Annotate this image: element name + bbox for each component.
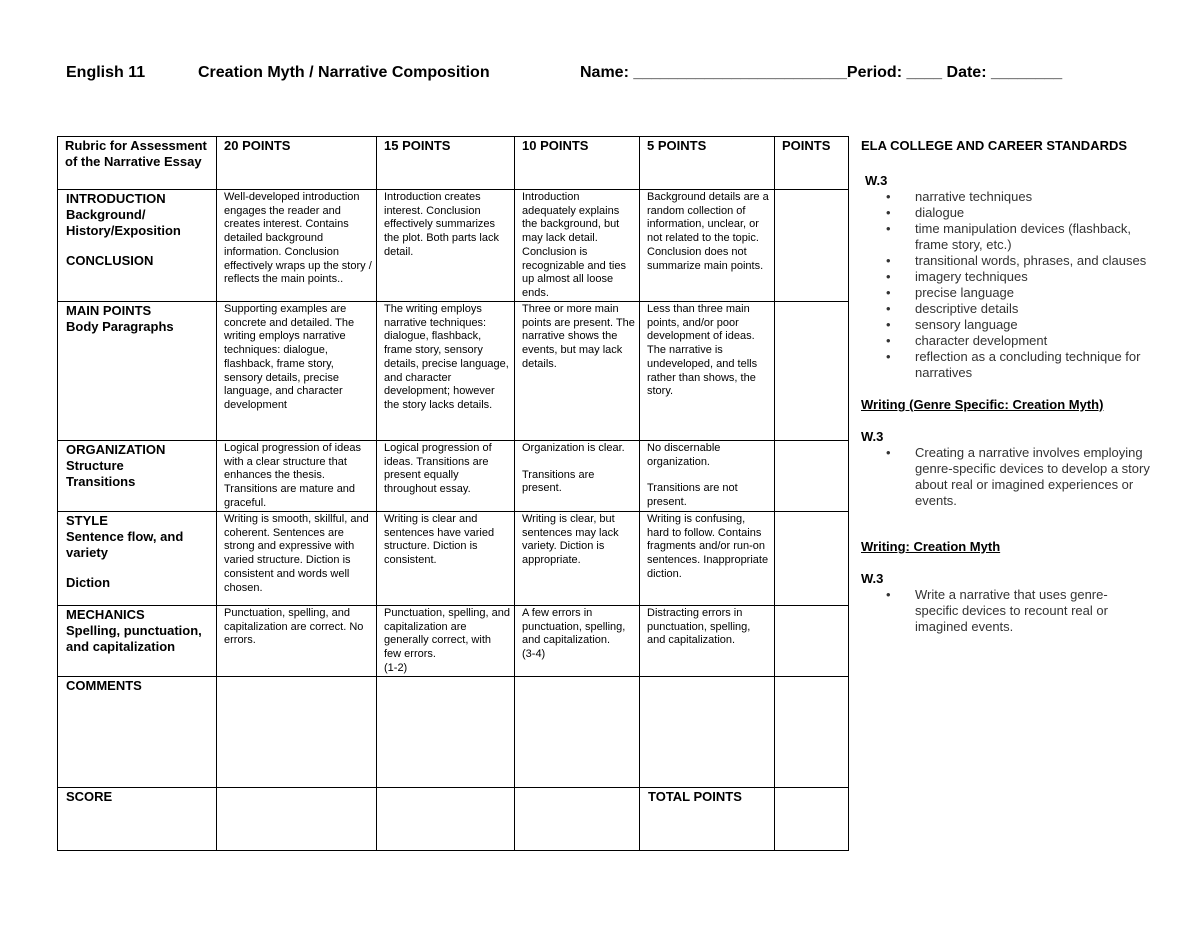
rubric-cell — [515, 441, 640, 512]
header-10-points: 10 POINTS — [515, 137, 640, 190]
header-20-points: 20 POINTS — [217, 137, 377, 190]
header-5-points: 5 POINTS — [640, 137, 775, 190]
table-row — [58, 190, 849, 302]
table-row — [58, 441, 849, 512]
criteria-line: Spelling, punctuation, and capitalization — [66, 623, 202, 654]
criteria-line: MECHANICS — [66, 607, 145, 622]
table-row — [58, 606, 849, 677]
list-item: • precise language — [861, 285, 1151, 301]
criteria-style — [58, 512, 217, 606]
standards-list — [861, 445, 1151, 509]
score-cell[interactable] — [515, 787, 640, 850]
header-points: POINTS — [775, 137, 849, 190]
standards-panel — [861, 138, 1151, 635]
points-cell — [775, 302, 849, 441]
header-15-points: 15 POINTS — [377, 137, 515, 190]
standard-code: W.3 — [865, 173, 888, 188]
list-item: • imagery techniques — [861, 269, 1151, 285]
list-item: • character development — [861, 333, 1151, 349]
criteria-line: Background/ — [66, 207, 146, 222]
cell-line: A few errors in punctuation, spelling, and capitalization. — [522, 607, 626, 647]
rubric-cell: Introduction creates interest. Conclusion effectively summarizes the plot. Both parts lack detail. — [377, 190, 515, 302]
rubric-cell: Writing is smooth, skillful, and coherent. Sentences are strong and expressive with varied structure. Diction is consistent and words well chosen. — [217, 512, 377, 606]
table-row — [58, 512, 849, 606]
cell-line: Organization is clear. — [522, 442, 625, 454]
header-rubric-label: Rubric for Assessment of the Narrative Essay — [58, 137, 217, 190]
standards-list — [861, 587, 1151, 635]
rubric-cell: Writing is confusing, hard to follow. Contains fragments and/or run-on sentences. Inappropriate diction. — [640, 512, 775, 606]
criteria-line: Diction — [66, 575, 111, 590]
cell-line: Punctuation, spelling, and capitalization are generally correct, with few errors. — [384, 607, 510, 661]
score-cell[interactable] — [377, 787, 515, 850]
list-item: • reflection as a concluding technique for narratives — [861, 349, 1151, 381]
table-header-row — [58, 137, 849, 190]
creation-myth-standard-link[interactable]: Writing: Creation Myth — [861, 539, 1001, 554]
rubric-cell: Logical progression of ideas. Transitions are present equally throughout essay. — [377, 441, 515, 512]
genre-standard-link[interactable]: Writing (Genre Specific: Creation Myth) — [861, 397, 1104, 412]
list-item: • sensory language — [861, 317, 1151, 333]
criteria-line: ORGANIZATION — [66, 442, 166, 457]
rubric-cell: Well-developed introduction engages the reader and creates interest. Contains detailed background information. Conclusion effectively wraps up the story / reflects the main points.. — [217, 190, 377, 302]
points-cell — [775, 606, 849, 677]
rubric-cell — [640, 441, 775, 512]
rubric-cell: Introduction adequately explains the background, but may lack detail. Conclusion is recognizable and ties up almost all loose ends. — [515, 190, 640, 302]
comments-cell[interactable] — [640, 676, 775, 787]
standards-title: ELA COLLEGE AND CAREER STANDARDS — [861, 138, 1128, 153]
comments-label: COMMENTS — [58, 676, 217, 787]
course-name: English 11 — [66, 64, 146, 81]
criteria-line: MAIN POINTS — [66, 303, 152, 318]
score-label: SCORE — [58, 787, 217, 850]
rubric-cell — [377, 606, 515, 677]
cell-line: (1-2) — [384, 661, 408, 674]
list-item: • time manipulation devices (flashback, frame story, etc.) — [861, 221, 1151, 253]
cell-line: Transitions are present. — [522, 468, 595, 495]
points-cell — [775, 512, 849, 606]
list-item: • narrative techniques — [861, 189, 1151, 205]
rubric-cell: Punctuation, spelling, and capitalization are correct. No errors. — [217, 606, 377, 677]
comments-cell[interactable] — [775, 676, 849, 787]
criteria-introduction — [58, 190, 217, 302]
list-item: • descriptive details — [861, 301, 1151, 317]
rubric-cell: Background details are a random collection of information, unclear, or not related to the topic. Conclusion does not summarize main points. — [640, 190, 775, 302]
assignment-title: Creation Myth / Narrative Composition — [198, 64, 490, 81]
rubric-table — [57, 136, 849, 851]
criteria-mechanics — [58, 606, 217, 677]
criteria-line: History/Exposition — [66, 223, 181, 238]
points-cell — [775, 441, 849, 512]
criteria-line: Structure — [66, 458, 124, 473]
criteria-main-points — [58, 302, 217, 441]
points-cell — [775, 190, 849, 302]
score-cell[interactable] — [217, 787, 377, 850]
cell-line: No discernable organization. — [647, 442, 721, 468]
cell-line: Transitions are not present. — [647, 482, 738, 509]
cell-line: (3-4) — [522, 648, 546, 661]
rubric-cell — [515, 606, 640, 677]
standard-code: W.3 — [861, 429, 884, 444]
rubric-cell: The writing employs narrative techniques: dialogue, flashback, frame story, sensory details, precise language, and character development; however the story lacks details. — [377, 302, 515, 441]
page-header — [66, 64, 1146, 86]
total-points-label: TOTAL POINTS — [640, 787, 775, 850]
comments-cell[interactable] — [377, 676, 515, 787]
list-item: • Creating a narrative involves employing genre-specific devices to develop a story about real or imagined experiences or events. — [861, 445, 1151, 509]
list-item: • Write a narrative that uses genre-specific devices to recount real or imagined events. — [861, 587, 1151, 635]
standard-code: W.3 — [861, 571, 884, 586]
rubric-cell: Writing is clear, but sentences may lack variety. Diction is appropriate. — [515, 512, 640, 606]
comments-cell[interactable] — [217, 676, 377, 787]
rubric-cell: Less than three main points, and/or poor development of ideas. The narrative is undeveloped, and tells rather than shows, the story. — [640, 302, 775, 441]
criteria-line: STYLE — [66, 513, 108, 528]
score-row — [58, 787, 849, 850]
criteria-line: Sentence flow, and variety — [66, 529, 184, 560]
criteria-line: INTRODUCTION — [66, 191, 166, 206]
name-period-date-line: Name: ________________________Period: ____ Date: ________ — [580, 64, 1063, 81]
standards-list — [861, 189, 1151, 381]
criteria-line: CONCLUSION — [66, 253, 154, 268]
rubric-cell: Supporting examples are concrete and detailed. The writing employs narrative techniques: dialogue, flashback, frame story, sensory details, precise language, and character development — [217, 302, 377, 441]
list-item: • transitional words, phrases, and clauses — [861, 253, 1151, 269]
total-points-cell[interactable] — [775, 787, 849, 850]
criteria-line: Body Paragraphs — [66, 319, 174, 334]
rubric-cell: Three or more main points are present. The narrative shows the events, but may lack details. — [515, 302, 640, 441]
list-item: • dialogue — [861, 205, 1151, 221]
comments-row — [58, 676, 849, 787]
table-row — [58, 302, 849, 441]
criteria-organization — [58, 441, 217, 512]
comments-cell[interactable] — [515, 676, 640, 787]
rubric-cell: Logical progression of ideas with a clear structure that enhances the thesis. Transitions are mature and graceful. — [217, 441, 377, 512]
rubric-cell: Distracting errors in punctuation, spelling, and capitalization. — [640, 606, 775, 677]
criteria-line: Transitions — [66, 474, 136, 489]
rubric-cell: Writing is clear and sentences have varied structure. Diction is consistent. — [377, 512, 515, 606]
